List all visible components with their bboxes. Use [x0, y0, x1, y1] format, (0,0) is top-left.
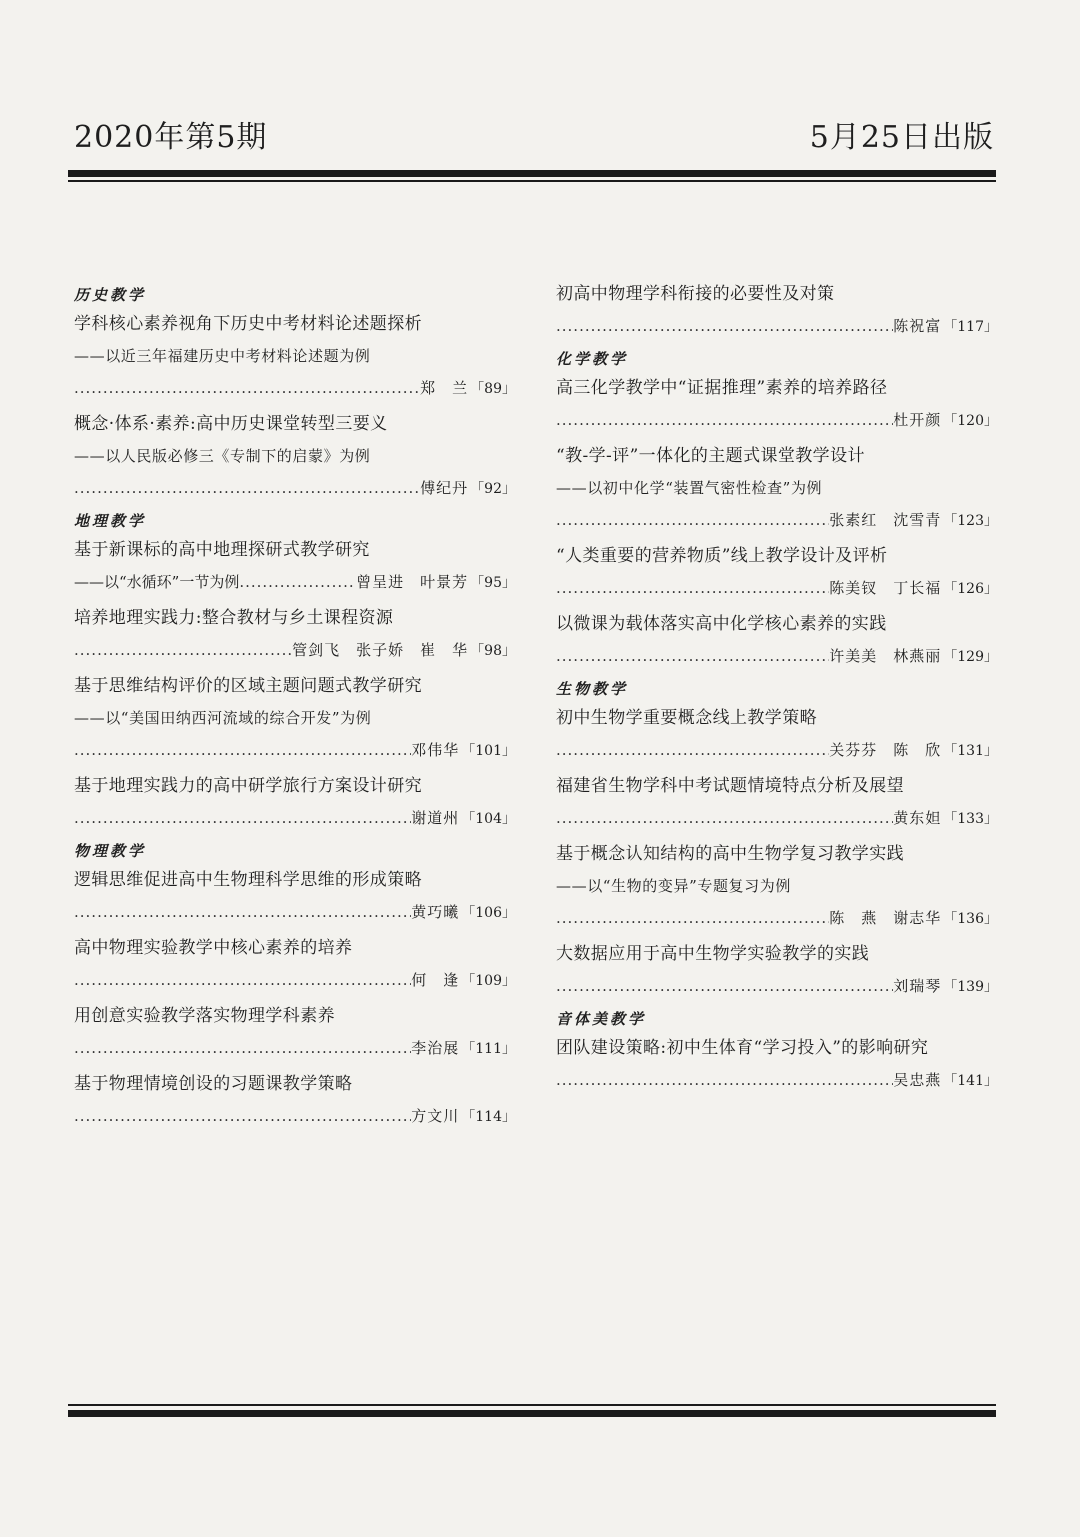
section-heading: 生物教学	[556, 680, 629, 698]
author-page-line	[74, 802, 516, 834]
section-heading: 地理教学	[74, 512, 147, 530]
section-heading: 历史教学	[74, 286, 147, 304]
dot-leader	[556, 1064, 893, 1096]
page-number: 「109」	[461, 973, 516, 989]
article-author: 方文川	[411, 1107, 460, 1125]
article-author: 邓伟华	[411, 741, 460, 759]
author-page-line	[74, 472, 516, 504]
dot-leader	[556, 970, 893, 1002]
dot-leader	[556, 572, 829, 604]
page-number: 「139」	[943, 979, 998, 995]
article-title: “教-学-评”一体化的主题式课堂教学设计	[556, 446, 865, 466]
dot-leader	[74, 372, 420, 404]
article-title: 初中生物学重要概念线上教学策略	[556, 708, 817, 728]
author-page-line	[74, 566, 516, 598]
toc-entry	[556, 838, 998, 934]
article-author: 许美美 林燕丽	[829, 647, 942, 665]
left-column	[74, 278, 516, 1136]
author-page-line	[74, 896, 516, 928]
page-number: 「104」	[461, 811, 516, 827]
toc-entry	[74, 670, 516, 766]
author-page-line	[74, 1100, 516, 1132]
page-number: 「126」	[943, 581, 998, 597]
article-author: 张素红 沈雪青	[829, 511, 942, 529]
article-title: 福建省生物学科中考试题情境特点分析及展望	[556, 776, 904, 796]
article-author: 郑 兰	[420, 379, 469, 397]
page-number: 「106」	[461, 905, 516, 921]
dot-leader	[74, 802, 411, 834]
page-number: 「120」	[943, 413, 998, 429]
article-title: 逻辑思维促进高中生物理科学思维的形成策略	[74, 870, 422, 890]
toc-entry	[74, 1068, 516, 1132]
dot-leader	[556, 404, 893, 436]
page-number: 「129」	[943, 649, 998, 665]
article-title: “人类重要的营养物质”线上教学设计及评析	[556, 546, 888, 566]
dot-leader	[556, 310, 893, 342]
author-page-line	[556, 640, 998, 672]
author-page-line	[556, 902, 998, 934]
toc-entry	[556, 540, 998, 604]
issue-label: 2020年第5期	[74, 120, 268, 155]
article-title: 初高中物理学科衔接的必要性及对策	[556, 284, 835, 304]
article-author: 谢道州	[411, 809, 460, 827]
article-title: 用创意实验教学落实物理学科素养	[74, 1006, 335, 1026]
article-title: 基于思维结构评价的区域主题问题式教学研究	[74, 676, 422, 696]
page-number: 「136」	[943, 911, 998, 927]
page-number: 「141」	[943, 1073, 998, 1089]
author-page-line	[556, 970, 998, 1002]
footer-rule-thin	[68, 1404, 996, 1406]
author-page-line	[74, 1032, 516, 1064]
article-subtitle: ——以近三年福建历史中考材料论述题为例	[74, 347, 371, 365]
article-author: 黄巧曦	[411, 903, 460, 921]
article-subtitle: ——以“美国田纳西河流域的综合开发”为例	[74, 709, 372, 727]
page-number: 「114」	[461, 1109, 516, 1125]
toc-entry	[74, 864, 516, 928]
article-title: 基于新课标的高中地理探研式教学研究	[74, 540, 370, 560]
article-author: 何 逢	[411, 971, 460, 989]
toc-entry	[74, 534, 516, 598]
article-author: 关芬芬 陈 欣	[829, 741, 942, 759]
page-number: 「92」	[470, 481, 516, 497]
dot-leader	[239, 566, 356, 598]
dot-leader	[556, 640, 829, 672]
toc-entry	[556, 440, 998, 536]
dot-leader	[74, 1100, 411, 1132]
page-number: 「95」	[470, 575, 516, 591]
toc-entry	[556, 702, 998, 766]
author-page-line	[74, 372, 516, 404]
article-author: 陈美钗 丁长福	[829, 579, 942, 597]
article-author: 黄东妲	[893, 809, 942, 827]
author-page-line	[556, 572, 998, 604]
dot-leader	[556, 734, 829, 766]
article-author: 曾呈进 叶景芳	[356, 573, 469, 591]
article-title: 大数据应用于高中生物学实验教学的实践	[556, 944, 870, 964]
article-subtitle: ——以“水循环”一节为例	[74, 573, 240, 591]
page-number: 「123」	[943, 513, 998, 529]
section-heading: 化学教学	[556, 350, 629, 368]
dot-leader	[556, 802, 893, 834]
author-page-line	[556, 404, 998, 436]
article-title: 基于物理情境创设的习题课教学策略	[74, 1074, 353, 1094]
article-author: 陈祝富	[893, 317, 942, 335]
section-heading: 物理教学	[74, 842, 147, 860]
footer-rule	[68, 1410, 996, 1417]
author-page-line	[74, 734, 516, 766]
article-author: 吴忠燕	[893, 1071, 942, 1089]
article-author: 杜开颜	[893, 411, 942, 429]
dot-leader	[74, 896, 411, 928]
article-author: 傅纪丹	[420, 479, 469, 497]
dot-leader	[556, 504, 829, 536]
dot-leader	[74, 472, 420, 504]
article-title: 高三化学教学中“证据推理”素养的培养路径	[556, 378, 888, 398]
article-subtitle: ——以人民版必修三《专制下的启蒙》为例	[74, 447, 371, 465]
author-page-line	[556, 802, 998, 834]
dot-leader	[74, 1032, 411, 1064]
article-title: 基于地理实践力的高中研学旅行方案设计研究	[74, 776, 422, 796]
author-page-line	[556, 1064, 998, 1096]
dot-leader	[74, 734, 411, 766]
page-number: 「131」	[943, 743, 998, 759]
author-page-line	[556, 504, 998, 536]
toc-entry	[74, 408, 516, 504]
toc-entry	[74, 1000, 516, 1064]
article-title: 以微课为载体落实高中化学核心素养的实践	[556, 614, 887, 634]
page-number: 「117」	[943, 319, 998, 335]
right-column	[556, 278, 998, 1100]
author-page-line	[556, 734, 998, 766]
article-title: 概念·体系·素养:高中历史课堂转型三要义	[74, 414, 388, 434]
article-title: 培养地理实践力:整合教材与乡土课程资源	[74, 608, 394, 628]
article-subtitle: ——以初中化学“装置气密性检查”为例	[556, 479, 823, 497]
dot-leader	[556, 902, 829, 934]
header-rule	[68, 170, 996, 177]
article-author: 管剑飞 张子娇 崔 华	[292, 641, 469, 659]
toc-entry	[74, 932, 516, 996]
author-page-line	[74, 634, 516, 666]
author-page-line	[74, 964, 516, 996]
page-number: 「111」	[461, 1041, 516, 1057]
toc-entry	[556, 938, 998, 1002]
article-subtitle: ——以“生物的变异”专题复习为例	[556, 877, 791, 895]
article-title: 学科核心素养视角下历史中考材料论述题探析	[74, 314, 422, 334]
article-author: 李治展	[411, 1039, 460, 1057]
toc-entry	[556, 1032, 998, 1096]
toc-entry	[556, 770, 998, 834]
section-heading: 音体美教学	[556, 1010, 647, 1028]
dot-leader	[74, 964, 411, 996]
toc-entry	[74, 770, 516, 834]
article-title: 团队建设策略:初中生体育“学习投入”的影响研究	[556, 1038, 929, 1058]
toc-entry	[74, 602, 516, 666]
publish-date: 5月25日出版	[809, 120, 994, 155]
page-number: 「133」	[943, 811, 998, 827]
page-number: 「89」	[470, 381, 516, 397]
author-page-line	[556, 310, 998, 342]
article-title: 基于概念认知结构的高中生物学复习教学实践	[556, 844, 904, 864]
page-number: 「98」	[470, 643, 516, 659]
toc-entry	[556, 372, 998, 436]
toc-entry	[74, 308, 516, 404]
header-rule-thin	[68, 180, 996, 182]
toc-entry	[556, 278, 998, 342]
dot-leader	[74, 634, 292, 666]
page-number: 「101」	[461, 743, 516, 759]
article-title: 高中物理实验教学中核心素养的培养	[74, 938, 353, 958]
article-author: 陈 燕 谢志华	[829, 909, 942, 927]
toc-entry	[556, 608, 998, 672]
article-author: 刘瑞琴	[893, 977, 942, 995]
